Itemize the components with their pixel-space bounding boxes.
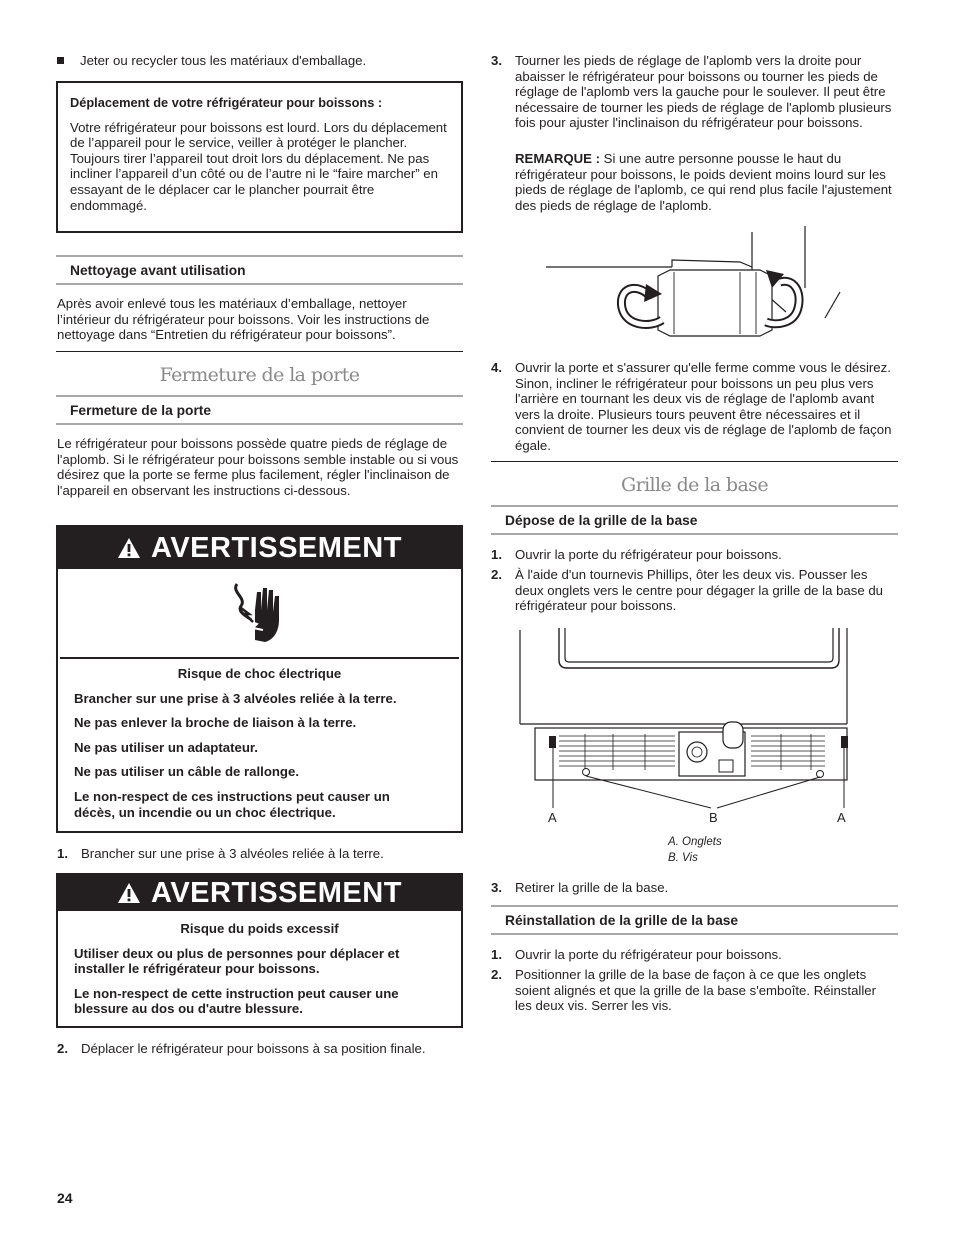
step-number: 3. [491,53,502,68]
install-subhead: Réinstallation de la grille de la base [491,905,898,935]
electric-shock-hand-icon [227,580,293,646]
step-number: 1. [57,846,68,861]
step-number: 1. [491,947,502,962]
warning-triangle-icon [117,882,141,904]
page-number: 24 [57,1190,73,1206]
bullet-square-icon [57,57,64,64]
remark-text: Si une autre personne pousse le haut du réfrigérateur pour boissons, le poids devient moins lourd sur les pieds de réglage de l'aplomb, ce qui rend plus facile l'ajustement des pieds de réglage de l'aplomb. [515,151,892,213]
step-text: À l'aide d'un tournevis Phillips, ôter les deux vis. Pousser les deux onglets vers le centre pour dégager la grille de la base du réfrigérateur pour boissons. [515,567,884,614]
removal-step-3 [491,880,895,896]
door-subhead: Fermeture de la porte [56,395,463,425]
step-text: Tourner les pieds de réglage de l'aplomb vers la droite pour abaisser le réfrigérateur pour boissons ou tourner les pieds de réglage de l'aplomb vers la gauche pour le soulever. Il peut être nécessaire de tourner les pieds de réglage de l'aplomb plusieurs fois pour ajuster l'inclinaison du réfrigérateur pour boissons. [515,53,892,131]
cleaning-subhead: Nettoyage avant utilisation [56,255,463,285]
step-number: 1. [491,547,502,562]
step-3-leveling [491,53,895,131]
section-divider [491,461,898,462]
step-number: 2. [491,967,502,982]
warning1-line-3: Ne pas utiliser un adaptateur. [74,739,258,755]
step-2-final-position [57,1041,462,1057]
bullet-text: Jeter ou recycler tous les matériaux d'emballage. [80,53,367,68]
step-text: Déplacer le réfrigérateur pour boissons à sa position finale. [81,1041,426,1056]
cleaning-body: Après avoir enlevé tous les matériaux d’emballage, nettoyer l’intérieur du réfrigérateur pour boissons. Voir les instructions de nettoyage dans “Entretien du réfrigérateur pour boissons”. [57,296,430,343]
leveling-leg-illustration [540,222,850,344]
warning-heading-1 [58,527,461,569]
electric-shock-icon-area [60,569,459,659]
remark-label: REMARQUE : [515,151,600,166]
step-text: Ouvrir la porte du réfrigérateur pour boissons. [515,547,782,562]
step-number: 3. [491,880,502,895]
warning1-line-2: Ne pas enlever la broche de liaison à la terre. [74,715,357,731]
removal-step-1 [491,547,895,563]
step-text: Brancher sur une prise à 3 alvéoles reliée à la terre. [81,846,384,861]
warning1-line-1: Brancher sur une prise à 3 alvéoles reliée à la terre. [74,690,397,706]
warning1-line-5: Le non-respect de ces instructions peut causer un décès, un incendie ou un choc électrique. [74,788,390,820]
step-4-door-check [491,360,895,454]
warning2-line-1: Utiliser deux ou plus de personnes pour déplacer et installer le réfrigérateur pour boissons. [74,945,400,977]
figure-label-a-right: A [837,810,846,825]
removal-subhead: Dépose de la grille de la base [491,505,898,535]
step-text: Ouvrir la porte et s'assurer qu'elle ferme comme vous le désirez. Sinon, incliner le réfrigérateur pour boissons un peu plus vers l'arrière en tournant les deux vis de réglage de l'aplomb avant vers la droite. Plusieurs tours peuvent être nécessaires et il convient de tourner les deux vis de réglage de l'aplomb de façon égale. [515,360,892,453]
section-divider [56,351,463,352]
step-number: 4. [491,360,502,375]
removal-step-2 [491,567,895,614]
grille-section-title: Grille de la base [621,474,768,496]
warning2-line-2: Le non-respect de cette instruction peut causer une blessure au dos ou d'autre blessure. [74,985,399,1017]
warning-heading-text-2: AVERTISSEMENT [151,876,402,909]
moving-notice-title: Déplacement de votre réfrigérateur pour boissons : [70,95,383,110]
electric-shock-warning [56,525,463,833]
install-step-2 [491,967,895,1014]
step-1-ground [57,846,462,862]
step-text: Ouvrir la porte du réfrigérateur pour boissons. [515,947,782,962]
warning-heading-2 [58,875,461,911]
step-text: Positionner la grille de la base de façon à ce que les onglets soient alignés et que la grille de la base s'emboîte. Réinstaller les deux vis. Serrer les vis. [515,967,876,1014]
step-number: 2. [491,567,502,582]
warning1-line-4: Ne pas utiliser un câble de rallonge. [74,764,299,780]
install-step-1 [491,947,895,963]
figure-legend-a: A. Onglets [668,836,722,848]
remark-paragraph [515,151,895,213]
risk-electric-label: Risque de choc électrique [177,666,342,681]
moving-notice-box [56,81,463,233]
warning-heading-text-1: AVERTISSEMENT [151,531,402,564]
base-grille-illustration [515,624,855,814]
risk-weight-label: Risque du poids excessif [180,921,339,936]
excessive-weight-warning [56,873,463,1028]
door-section-title: Fermeture de la porte [159,364,360,386]
figure-label-a-left: A [548,810,557,825]
warning-triangle-icon [117,537,141,559]
bullet-item [57,53,462,68]
door-body: Le réfrigérateur pour boissons possède quatre pieds de réglage de l'aplomb. Si le réfrigérateur pour boissons semble instable ou si vous désirez que la porte se ferme plus facilement, régler l'inclinaison de l'appareil en observant les instructions ci-dessous. [57,436,459,498]
figure-legend-b: B. Vis [668,852,698,864]
step-text: Retirer la grille de la base. [515,880,669,895]
moving-notice-body: Votre réfrigérateur pour boissons est lourd. Lors du déplacement de l’appareil pour le service, veiller à protéger le plancher. Toujours tirer l’appareil tout droit lors du déplacement. Ne pas incliner l’appareil d’un côté ou de l’autre ni le “faire marcher” en essayant de le déplacer car le plancher pourrait être endommagé. [70,119,447,213]
figure-label-b: B [709,810,718,825]
step-number: 2. [57,1041,68,1056]
